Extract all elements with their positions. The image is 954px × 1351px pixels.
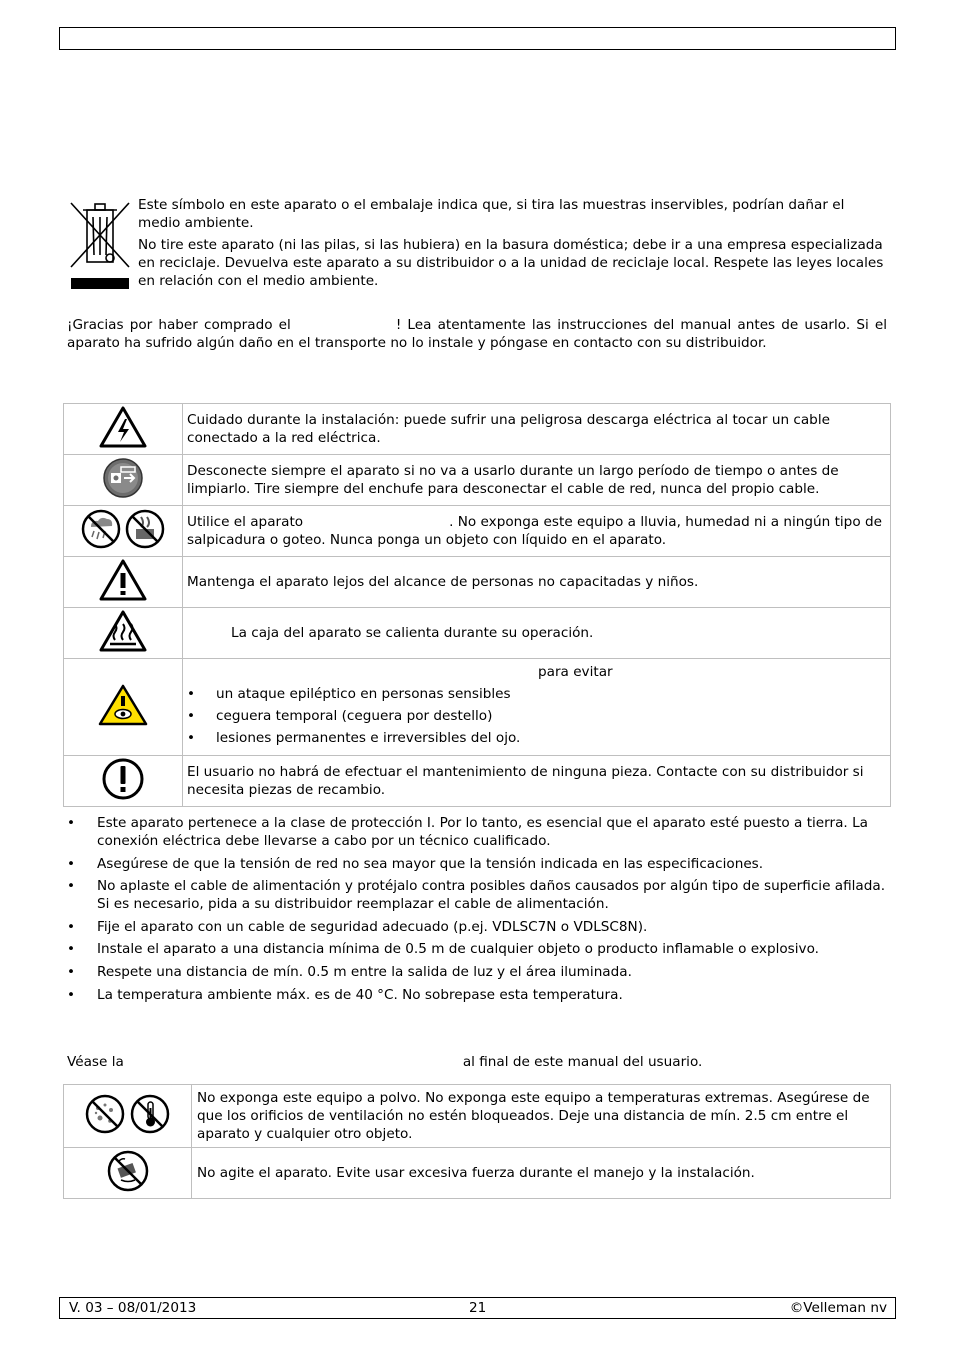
- safety-text-indoor: [183, 506, 891, 557]
- no-extreme-temperature-icon: [130, 1122, 170, 1138]
- safety-table: [63, 403, 891, 807]
- eye-lead: para evitar: [538, 664, 613, 680]
- thanks-paragraph: [67, 316, 887, 352]
- safety-row: [64, 404, 891, 455]
- no-rain-icon: [81, 537, 121, 553]
- weee-paragraph-2: No tire este aparato (ni las pilas, si las hubiera) en la basura doméstica; debe ir a una empresa especializada en reciclaje. Devuelva este aparato a su distribuidor o a la unidad de reciclaje local. Respete las leyes locales en relación con el medio ambiente.: [138, 237, 884, 289]
- list-item: • No aplaste el cable de alimentación y protéjalo contra posibles daños causados por algún tipo de superficie afilada. Si es necesario, pida a su distribuidor reemplazar el cable de alimentación.: [67, 877, 887, 913]
- indoor-text-a: Utilice el aparato: [187, 514, 304, 530]
- general-warning-icon: [64, 557, 183, 608]
- safety-text-children: Mantenga el aparato lejos del alcance de personas no capacitadas y niños.: [183, 557, 891, 608]
- footer-version: V. 03 – 08/01/2013: [69, 1300, 197, 1316]
- list-item: • Instale el aparato a una distancia mínima de 0.5 m de cualquier objeto o producto inflamable o explosivo.: [67, 940, 887, 958]
- thanks-part-2: ! Lea atentamente las instrucciones del manual antes de usarlo. Si el aparato ha sufrido algún daño en el transporte no lo instale y póngase en contacto con su distribuidor.: [67, 317, 887, 351]
- list-item: • Fije el aparato con un cable de seguridad adecuado (p.ej. VDLSC7N o VDLSC8N).: [67, 918, 887, 936]
- list-item: • ceguera temporal (ceguera por destello): [187, 707, 884, 725]
- weee-text: [138, 196, 888, 290]
- safety-text-maintenance: El usuario no habrá de efectuar el mantenimiento de ninguna pieza. Contacte con su distribuidor si necesita piezas de recambio.: [183, 756, 891, 807]
- list-item: • Respete una distancia de mín. 0.5 m entre la salida de luz y el área iluminada.: [67, 963, 887, 981]
- page-footer: [59, 1297, 896, 1319]
- safety-row: [64, 756, 891, 807]
- list-item: • un ataque epiléptico en personas sensibles: [187, 685, 884, 703]
- electric-shock-warning-icon: [64, 404, 183, 455]
- header-box: [59, 27, 896, 50]
- weee-paragraph-1: Este símbolo en este aparato o el embalaje indica que, si tira las muestras inservibles, podrían dañar el medio ambiente.: [138, 197, 845, 231]
- eye-hazard-list: [187, 685, 884, 747]
- safety-text-eye: [183, 659, 891, 756]
- warranty-part-1: Véase la: [67, 1054, 124, 1070]
- unplug-icon: [64, 455, 183, 506]
- safety-row: [64, 506, 891, 557]
- safety-row: [64, 608, 891, 659]
- exclamation-circle-icon: [64, 756, 183, 807]
- warranty-part-2: al final de este manual del usuario.: [462, 1054, 703, 1070]
- list-item: • lesiones permanentes e irreversibles del ojo.: [187, 729, 884, 747]
- footer-copyright: ©Velleman nv: [789, 1300, 887, 1316]
- crossed-bin-icon: [69, 197, 131, 291]
- guidelines-list: [67, 814, 887, 1008]
- env-text-shake: No agite el aparato. Evite usar excesiva fuerza durante el manejo y la instalación.: [192, 1148, 891, 1199]
- no-shaking-icon: [64, 1148, 192, 1199]
- list-item: • Este aparato pertenece a la clase de protección I. Por lo tanto, es esencial que el aparato esté puesto a tierra. La conexión eléctrica debe llevarse a cabo por un técnico cualificado.: [67, 814, 887, 850]
- warranty-note: [67, 1053, 887, 1071]
- hot-surface-icon: [64, 608, 183, 659]
- list-item: • La temperatura ambiente máx. es de 40 °C. No sobrepase esta temperatura.: [67, 986, 887, 1004]
- env-row: [64, 1148, 891, 1199]
- safety-row: [64, 659, 891, 756]
- indoor-text-b: . No exponga este equipo a lluvia, humedad ni a ningún tipo de salpicadura o goteo. Nunca ponga un objeto con líquido en el aparato.: [187, 514, 882, 548]
- env-row: [64, 1085, 891, 1148]
- footer-page-number: 21: [469, 1300, 487, 1316]
- eye-hazard-icon: [64, 659, 183, 756]
- thanks-part-1: ¡Gracias por haber comprado el: [67, 317, 291, 333]
- environment-table: [63, 1084, 891, 1199]
- list-item: • Asegúrese de que la tensión de red no sea mayor que la tensión indicada en las especificaciones.: [67, 855, 887, 873]
- no-dust-icon: [85, 1122, 125, 1138]
- env-text-dust: No exponga este equipo a polvo. No exponga este equipo a temperaturas extremas. Asegúrese de que los orificios de ventilación no estén bloqueados. Deje una distancia de mín. 2.5 cm entre el aparato y cualquier otro objeto.: [192, 1085, 891, 1148]
- safety-row: [64, 455, 891, 506]
- safety-text-shock: Cuidado durante la instalación: puede sufrir una peligrosa descarga eléctrica al tocar un cable conectado a la red eléctrica.: [183, 404, 891, 455]
- safety-row: [64, 557, 891, 608]
- no-liquid-icon: [125, 537, 165, 553]
- safety-text-hot: La caja del aparato se calienta durante su operación.: [183, 608, 891, 659]
- safety-text-unplug: Desconecte siempre el aparato si no va a usarlo durante un largo período de tiempo o antes de limpiarlo. Tire siempre del enchufe para desconectar el cable de red, nunca del propio cable.: [183, 455, 891, 506]
